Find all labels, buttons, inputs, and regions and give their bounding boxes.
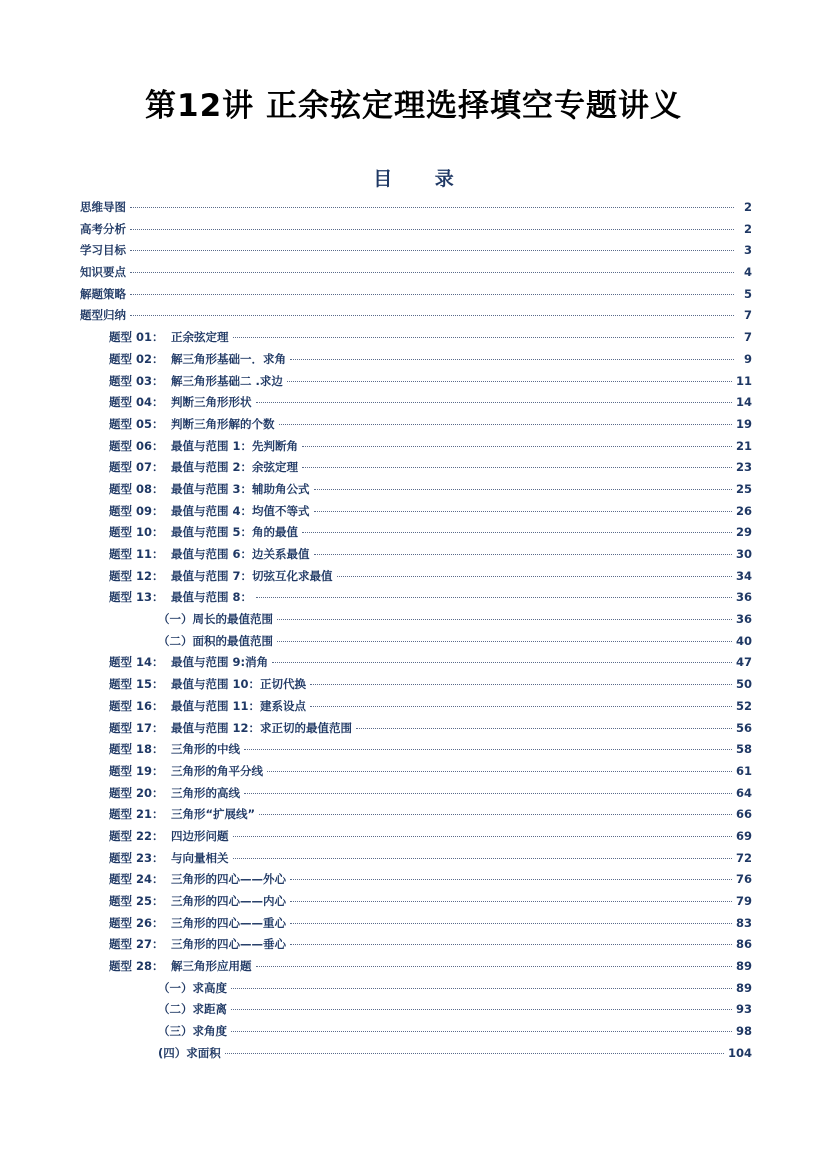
toc-entry-label xyxy=(109,416,275,432)
toc-entry-page: 47 xyxy=(735,655,752,670)
toc-entry-text: (四）求面积 xyxy=(158,1045,221,1060)
toc-entry-label xyxy=(109,589,252,605)
toc-entry-text: 最值与范围 12：求正切的最值范围 xyxy=(171,720,353,735)
toc-leader-dots xyxy=(314,511,732,512)
toc-entry-label xyxy=(109,871,286,887)
toc-entry[interactable] xyxy=(80,698,752,720)
toc-entry-type: 题型 06： xyxy=(109,438,164,453)
toc-entry-label xyxy=(80,242,126,258)
toc-entry[interactable] xyxy=(80,720,752,742)
toc-entry-text: 学习目标 xyxy=(80,243,126,258)
toc-entry-page: 4 xyxy=(743,265,752,280)
toc-entry-text: 知识要点 xyxy=(80,265,126,280)
toc-entry-text: 三角形的四心——外心 xyxy=(171,872,286,887)
toc-entry-page: 29 xyxy=(735,525,752,540)
toc-leader-dots xyxy=(231,1009,732,1010)
toc-entry-type: 题型 24： xyxy=(109,872,164,887)
toc-entry-text: 四边形问题 xyxy=(171,828,229,843)
toc-leader-dots xyxy=(231,1031,732,1032)
toc-entry-label xyxy=(109,741,240,757)
toc-entry-page: 58 xyxy=(735,742,752,757)
toc-entry-label xyxy=(109,394,252,410)
toc-leader-dots xyxy=(279,424,732,425)
toc-entry-page: 26 xyxy=(735,503,752,518)
toc-entry-label xyxy=(109,936,286,952)
toc-entry-page: 25 xyxy=(735,481,752,496)
toc-leader-dots xyxy=(314,554,732,555)
toc-entry-page: 2 xyxy=(743,200,752,214)
toc-entry[interactable] xyxy=(80,980,752,1002)
toc-entry-page: 61 xyxy=(735,763,752,778)
toc-entry-label xyxy=(109,785,240,801)
toc-leader-dots xyxy=(233,858,732,859)
toc-entry-text: 题型归纳 xyxy=(80,308,126,323)
toc-entry-type: 题型 21： xyxy=(109,807,164,822)
toc-entry-page: 19 xyxy=(735,416,752,431)
toc-entry[interactable] xyxy=(80,589,752,611)
toc-entry[interactable] xyxy=(80,242,752,264)
toc-entry-page: 86 xyxy=(735,937,752,952)
toc-entry-page: 76 xyxy=(735,872,752,887)
toc-leader-dots xyxy=(256,597,732,598)
toc-entry[interactable] xyxy=(80,633,752,655)
toc-entry-label xyxy=(109,459,298,475)
toc-entry-page: 79 xyxy=(735,894,752,908)
toc-entry-label xyxy=(109,676,306,692)
toc-entry[interactable] xyxy=(80,416,752,438)
toc-entry-text: 最值与范围 8： xyxy=(171,590,253,605)
toc-entry[interactable] xyxy=(80,1023,752,1045)
toc-entry-label xyxy=(158,611,273,627)
toc-entry-text: 最值与范围 10：正切代换 xyxy=(171,677,307,692)
toc-entry-text: 最值与范围 11：建系设点 xyxy=(171,698,307,713)
toc-entry-type: 题型 09： xyxy=(109,503,164,518)
toc-leader-dots xyxy=(356,728,732,729)
toc-entry-type: 题型 12： xyxy=(109,568,164,583)
toc-leader-dots xyxy=(290,944,732,945)
toc-entry-page: 52 xyxy=(735,698,752,713)
toc-entry-page: 93 xyxy=(735,1002,752,1017)
toc-entry-page: 83 xyxy=(735,915,752,930)
toc-entry-label xyxy=(109,720,352,736)
toc-entry[interactable] xyxy=(80,958,752,980)
toc-entry-type: 题型 18： xyxy=(109,742,164,757)
toc-entry-page: 14 xyxy=(735,395,752,410)
toc-entry-type: 题型 02： xyxy=(109,351,164,366)
toc-entry[interactable] xyxy=(80,524,752,546)
toc-leader-dots xyxy=(302,532,732,533)
toc-entry-label xyxy=(80,221,126,237)
toc-entry-type: 题型 13： xyxy=(109,590,164,605)
toc-entry-text: （三）求角度 xyxy=(158,1024,227,1039)
toc-entry-text: （一）求高度 xyxy=(158,980,227,995)
toc-entry[interactable] xyxy=(80,199,752,221)
toc-entry[interactable] xyxy=(80,329,752,351)
toc-entry-label xyxy=(158,1045,221,1061)
toc-entry-label xyxy=(109,373,283,389)
toc-leader-dots xyxy=(290,359,734,360)
toc-entry-page: 30 xyxy=(735,547,752,561)
toc-entry-type: 题型 14： xyxy=(109,655,164,670)
toc-entry[interactable] xyxy=(80,351,752,373)
toc-leader-dots xyxy=(277,641,732,642)
toc-entry[interactable] xyxy=(80,394,752,416)
toc-entry[interactable] xyxy=(80,221,752,243)
toc-entry-text: 思维导图 xyxy=(80,200,126,214)
toc-entry-type: 题型 25： xyxy=(109,894,164,908)
toc-entry-type: 题型 26： xyxy=(109,915,164,930)
toc-entry[interactable] xyxy=(80,546,752,568)
toc-entry[interactable] xyxy=(80,1045,752,1067)
toc-entry-page: 40 xyxy=(735,633,752,648)
toc-leader-dots xyxy=(290,901,732,902)
toc-leader-dots xyxy=(256,402,732,403)
toc-entry-page: 89 xyxy=(735,980,752,995)
toc-entry-text: 最值与范围 5：角的最值 xyxy=(171,525,299,540)
toc-entry-text: 最值与范围 9:消角 xyxy=(171,655,269,670)
toc-entry-page: 56 xyxy=(735,720,752,735)
toc-entry[interactable] xyxy=(80,828,752,850)
toc-entry-text: 正余弦定理 xyxy=(171,330,229,345)
toc-entry-page: 50 xyxy=(735,677,752,692)
toc-entry[interactable] xyxy=(80,785,752,807)
toc-entry-type: 题型 19： xyxy=(109,763,164,778)
toc-entry-label xyxy=(109,481,310,497)
toc-entry[interactable] xyxy=(80,741,752,763)
toc-entry-text: 三角形的中线 xyxy=(171,742,240,757)
toc-leader-dots xyxy=(267,771,732,772)
toc-entry-label xyxy=(109,893,286,909)
toc-entry-text: （一）周长的最值范围 xyxy=(158,612,273,627)
toc-entry-text: 判断三角形形状 xyxy=(171,395,252,410)
toc-entry[interactable] xyxy=(80,503,752,525)
toc-entry-text: 解题策略 xyxy=(80,286,126,301)
toc-leader-dots xyxy=(130,250,734,251)
toc-entry-text: 最值与范围 2：余弦定理 xyxy=(171,460,299,475)
toc-entry-label xyxy=(80,286,126,302)
toc-leader-dots xyxy=(256,966,732,967)
toc-entry-text: 三角形的角平分线 xyxy=(171,763,263,778)
toc-entry-text: 解三角形基础一．求角 xyxy=(171,351,286,366)
toc-entry[interactable] xyxy=(80,459,752,481)
toc-entry-label xyxy=(109,329,229,345)
toc-entry[interactable] xyxy=(80,264,752,286)
toc-entry[interactable] xyxy=(80,307,752,329)
toc-entry-page: 3 xyxy=(743,243,752,258)
toc-entry-label xyxy=(109,546,310,562)
toc-entry-label xyxy=(109,698,306,714)
toc-entry-page: 23 xyxy=(735,460,752,475)
toc-leader-dots xyxy=(290,923,732,924)
toc-entry-type: 题型 04： xyxy=(109,395,164,410)
toc-entry-page: 5 xyxy=(743,286,752,301)
toc-entry-label xyxy=(158,633,273,649)
toc-entry-label xyxy=(109,958,252,974)
toc-entry-page: 2 xyxy=(743,221,752,236)
toc-leader-dots xyxy=(302,446,732,447)
toc-entry-type: 题型 15： xyxy=(109,677,164,692)
toc-entry-page: 69 xyxy=(735,828,752,843)
toc-entry-text: （二）面积的最值范围 xyxy=(158,633,273,648)
toc-entry-page: 9 xyxy=(743,351,752,366)
toc-entry-text: 最值与范围 6：边关系最值 xyxy=(171,547,310,561)
toc-entry-type: 题型 22： xyxy=(109,828,164,843)
toc-entry-label xyxy=(109,568,333,584)
toc-leader-dots xyxy=(225,1053,724,1054)
toc-entry-label xyxy=(109,654,268,670)
toc-leader-dots xyxy=(244,793,732,794)
toc-entry-text: 与向量相关 xyxy=(171,850,229,865)
toc-entry-type: 题型 20： xyxy=(109,785,164,800)
toc-entry-text: 三角形的四心——垂心 xyxy=(171,937,286,952)
toc-leader-dots xyxy=(130,272,734,273)
toc-leader-dots xyxy=(314,489,732,490)
toc-entry-page: 36 xyxy=(735,612,752,627)
toc-entry-label xyxy=(109,503,310,519)
toc-heading: 目 录 xyxy=(373,168,472,190)
toc-entry[interactable] xyxy=(80,481,752,503)
toc-entry-label xyxy=(109,351,286,367)
toc-entry-text: 三角形的四心——重心 xyxy=(171,915,286,930)
toc-leader-dots xyxy=(130,315,734,316)
toc-entry-text: 最值与范围 7：切弦互化求最值 xyxy=(171,568,333,583)
toc-entry-text: 三角形的四心——内心 xyxy=(171,894,286,908)
toc-entry-label xyxy=(80,307,126,323)
toc-leader-dots xyxy=(310,706,732,707)
toc-entry-text: 最值与范围 4：均值不等式 xyxy=(171,503,310,518)
toc-entry[interactable] xyxy=(80,568,752,590)
toc-entry-page: 7 xyxy=(743,308,752,323)
toc-entry-type: 题型 05： xyxy=(109,416,164,431)
toc-leader-dots xyxy=(287,381,732,382)
toc-entry[interactable] xyxy=(80,676,752,698)
toc-entry[interactable] xyxy=(80,763,752,785)
toc-entry[interactable] xyxy=(80,654,752,676)
toc-entry-text: 最值与范围 3：辅助角公式 xyxy=(171,481,310,496)
toc-entry[interactable] xyxy=(80,936,752,958)
toc-leader-dots xyxy=(233,337,735,338)
toc-entry-label xyxy=(109,438,298,454)
toc-entry-page: 11 xyxy=(735,373,752,388)
toc-leader-dots xyxy=(302,467,732,468)
toc-entry-page: 89 xyxy=(735,959,752,974)
toc-leader-dots xyxy=(130,207,734,208)
toc-leader-dots xyxy=(337,576,732,577)
toc-entry[interactable] xyxy=(80,915,752,937)
toc-entry[interactable] xyxy=(80,286,752,308)
toc-entry-type: 题型 27： xyxy=(109,937,164,952)
toc-entry-label xyxy=(80,199,126,215)
toc-entry-label xyxy=(158,1023,227,1039)
toc-entry[interactable] xyxy=(80,850,752,872)
toc-entry[interactable] xyxy=(80,1001,752,1023)
toc-entry-text: 解三角形基础二 .求边 xyxy=(171,373,283,388)
toc-leader-dots xyxy=(259,814,732,815)
table-of-contents xyxy=(80,199,752,1067)
toc-entry-type: 题型 11： xyxy=(109,547,164,561)
toc-entry-type: 题型 03： xyxy=(109,373,164,388)
toc-leader-dots xyxy=(130,294,734,295)
toc-entry-text: 最值与范围 1：先判断角 xyxy=(171,438,299,453)
toc-entry-label xyxy=(109,850,229,866)
toc-entry-page: 64 xyxy=(735,785,752,800)
toc-entry-page: 104 xyxy=(727,1045,752,1060)
toc-leader-dots xyxy=(290,879,732,880)
toc-entry-type: 题型 07： xyxy=(109,460,164,475)
toc-entry-text: （二）求距离 xyxy=(158,1002,227,1017)
toc-entry-text: 三角形“扩展线” xyxy=(171,807,256,822)
toc-entry-text: 高考分析 xyxy=(80,221,126,236)
toc-entry-type: 题型 17： xyxy=(109,720,164,735)
toc-entry-page: 66 xyxy=(735,807,752,822)
toc-entry-page: 72 xyxy=(735,850,752,865)
toc-entry[interactable] xyxy=(80,611,752,633)
toc-entry-page: 7 xyxy=(743,330,752,345)
toc-entry-text: 三角形的高线 xyxy=(171,785,240,800)
toc-entry[interactable] xyxy=(80,893,752,915)
toc-entry[interactable] xyxy=(80,871,752,893)
toc-entry-type: 题型 28： xyxy=(109,959,164,974)
toc-entry-text: 判断三角形解的个数 xyxy=(171,416,275,431)
toc-entry-label xyxy=(158,980,227,996)
toc-leader-dots xyxy=(310,684,732,685)
toc-entry[interactable] xyxy=(80,806,752,828)
toc-entry-label xyxy=(109,915,286,931)
toc-entry-page: 21 xyxy=(735,438,752,453)
toc-entry-type: 题型 08： xyxy=(109,481,164,496)
toc-entry-label xyxy=(158,1001,227,1017)
toc-entry-label xyxy=(80,264,126,280)
toc-entry-page: 98 xyxy=(735,1024,752,1039)
toc-entry-text: 解三角形应用题 xyxy=(171,959,252,974)
toc-entry-page: 34 xyxy=(735,568,752,583)
toc-entry-page: 36 xyxy=(735,590,752,605)
toc-leader-dots xyxy=(244,749,732,750)
toc-entry-type: 题型 10： xyxy=(109,525,164,540)
toc-entry-type: 题型 01： xyxy=(109,330,164,345)
toc-leader-dots xyxy=(130,229,734,230)
toc-leader-dots xyxy=(231,988,732,989)
toc-entry[interactable] xyxy=(80,373,752,395)
toc-entry-label xyxy=(109,806,255,822)
toc-leader-dots xyxy=(277,619,732,620)
toc-entry-type: 题型 16： xyxy=(109,698,164,713)
toc-entry-label xyxy=(109,524,298,540)
toc-entry-label xyxy=(109,828,229,844)
toc-entry-type: 题型 23： xyxy=(109,850,164,865)
toc-entry-label xyxy=(109,763,263,779)
toc-entry[interactable] xyxy=(80,438,752,460)
toc-leader-dots xyxy=(272,662,732,663)
document-title: 第12讲 正余弦定理选择填空专题讲义 xyxy=(145,88,682,124)
toc-leader-dots xyxy=(233,836,732,837)
